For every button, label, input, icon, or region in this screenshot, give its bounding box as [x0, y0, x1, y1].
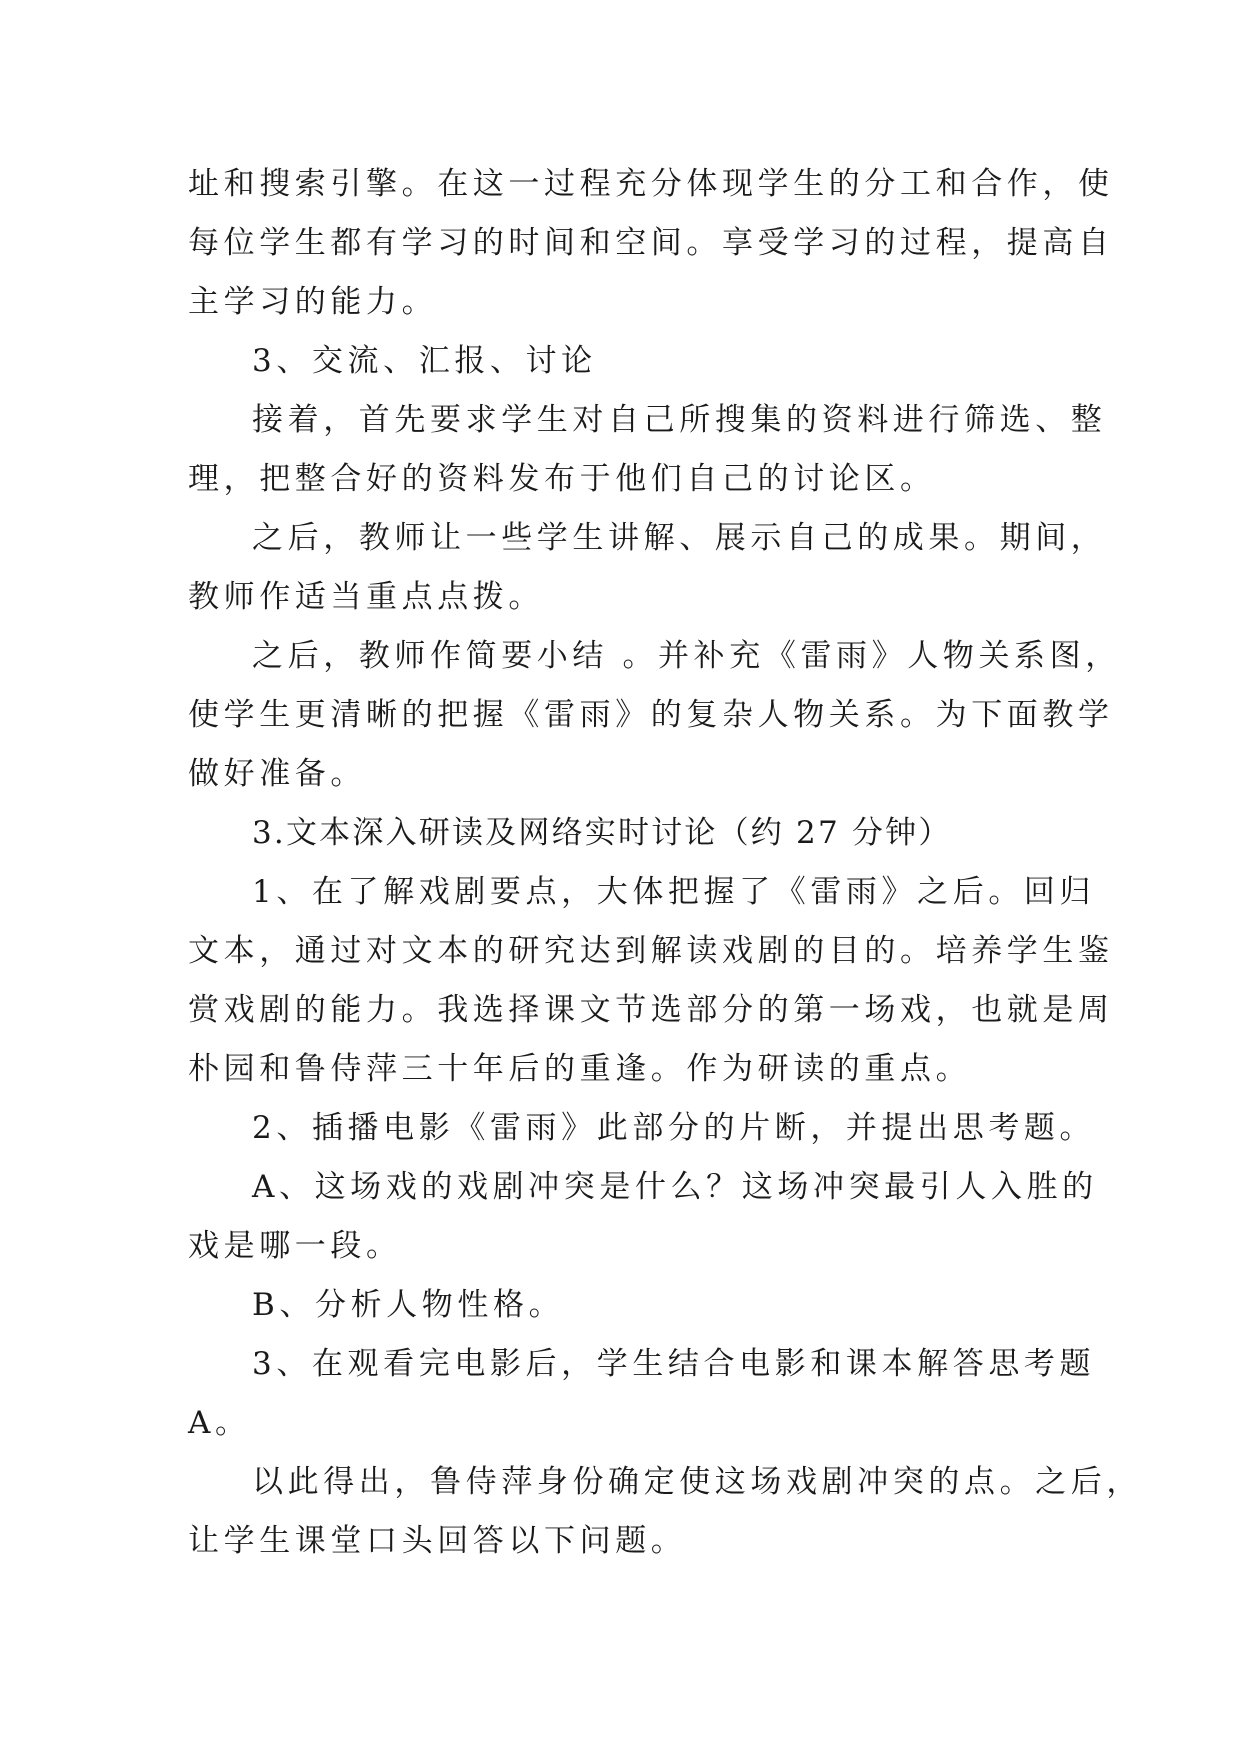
paragraph-7-line-4: 朴园和鲁侍萍三十年后的重逢。作为研读的重点。	[188, 1051, 972, 1087]
paragraph-3-line-1: 接着，首先要求学生对自己所搜集的资料进行筛选、整	[252, 402, 1107, 438]
paragraph-3-line-2: 理，把整合好的资料发布于他们自己的讨论区。	[188, 461, 936, 497]
paragraph-7-line-2: 文本，通过对文本的研究达到解读戏剧的目的。培养学生鉴	[188, 933, 1114, 969]
paragraph-12-line-2: 让学生课堂口头回答以下问题。	[188, 1523, 687, 1559]
paragraph-5-line-2: 使学生更清晰的把握《雷雨》的复杂人物关系。为下面教学	[188, 697, 1114, 733]
question-a-line-1: A、这场戏的戏剧冲突是什么？这场冲突最引人入胜的	[252, 1169, 1098, 1205]
paragraph-4-line-2: 教师作适当重点点拨。	[188, 579, 544, 615]
paragraph-8-line-1: 2、插播电影《雷雨》此部分的片断，并提出思考题。	[252, 1110, 1096, 1146]
question-a-line-2: 戏是哪一段。	[188, 1228, 402, 1264]
paragraph-12-line-1: 以此得出，鲁侍萍身份确定使这场戏剧冲突的点。之后，	[252, 1464, 1142, 1500]
question-b: B、分析人物性格。	[252, 1287, 565, 1323]
paragraph-5-line-1: 之后，教师作简要小结 。并补充《雷雨》人物关系图，	[252, 638, 1121, 674]
paragraph-4-line-1: 之后，教师让一些学生讲解、展示自己的成果。期间，	[252, 520, 1107, 556]
paragraph-11-line-2: A。	[188, 1405, 251, 1441]
paragraph-1-line-3: 主学习的能力。	[188, 284, 438, 320]
paragraph-11-line-1: 3、在观看完电影后，学生结合电影和课本解答思考题	[252, 1346, 1096, 1382]
paragraph-1-line-1: 址和搜索引擎。在这一过程充分体现学生的分工和合作，使	[188, 166, 1114, 202]
paragraph-7-line-1: 1、在了解戏剧要点，大体把握了《雷雨》之后。回归	[252, 874, 1096, 910]
paragraph-7-line-3: 赏戏剧的能力。我选择课文节选部分的第一场戏，也就是周	[188, 992, 1114, 1028]
paragraph-1-line-2: 每位学生都有学习的时间和空间。享受学习的过程，提高自	[188, 225, 1114, 261]
section-heading-exchange: 3、交流、汇报、讨论	[252, 343, 597, 379]
section-heading-close-reading: 3.文本深入研读及网络实时讨论（约 27 分钟）	[252, 815, 952, 851]
paragraph-5-line-3: 做好准备。	[188, 756, 366, 792]
